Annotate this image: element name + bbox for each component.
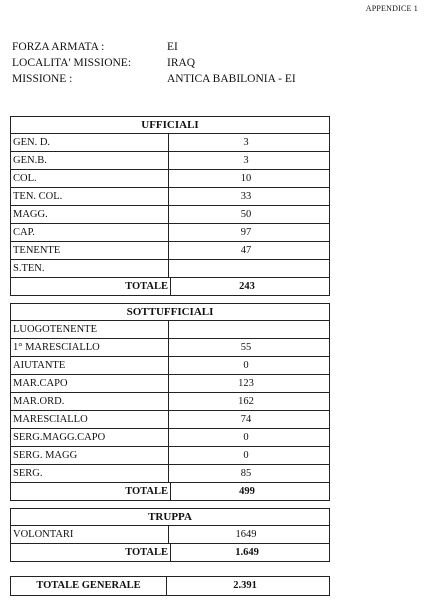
total-value: 499 (239, 486, 255, 497)
ufficiali-table (10, 116, 330, 296)
row-label: GEN. D. (11, 134, 169, 151)
row-label: SERG. (11, 465, 169, 482)
row-label: SERG. MAGG (11, 447, 169, 464)
total-value: 243 (239, 281, 255, 292)
table-row (11, 242, 329, 260)
table-row (11, 465, 329, 483)
table-title: TRUPPA (11, 509, 329, 526)
table-row (11, 526, 329, 544)
total-label: TOTALE (11, 483, 171, 500)
total-row (11, 544, 329, 561)
row-value: 33 (240, 191, 252, 202)
table-row (11, 339, 329, 357)
grand-total-label: TOTALE GENERALE (11, 577, 167, 595)
mission-info (12, 39, 296, 87)
table-row (11, 152, 329, 170)
grand-total-row (10, 576, 330, 596)
table-row (11, 134, 329, 152)
row-value: 0 (243, 360, 249, 371)
info-row-forza-armata (12, 39, 296, 55)
table-row (11, 170, 329, 188)
info-value: ANTICA BABILONIA - EI (167, 73, 296, 85)
row-value: 85 (240, 468, 252, 479)
row-value: 10 (240, 173, 252, 184)
info-row-localita (12, 55, 296, 71)
table-row (11, 393, 329, 411)
row-label: TEN. COL. (11, 188, 169, 205)
row-label: MAR.CAPO (11, 375, 169, 392)
table-row (11, 447, 329, 465)
table-row (11, 411, 329, 429)
row-value: 74 (240, 414, 252, 425)
row-label: CAP. (11, 224, 169, 241)
appendix-label: APPENDICE 1 (365, 4, 418, 13)
sottufficiali-table (10, 303, 330, 501)
total-value: 1.649 (235, 547, 259, 558)
row-value: 0 (243, 450, 249, 461)
table-row (11, 260, 329, 278)
row-value: 3 (243, 137, 249, 148)
info-row-missione (12, 71, 296, 87)
row-label: MAGG. (11, 206, 169, 223)
row-label: MARESCIALLO (11, 411, 169, 428)
row-label: AIUTANTE (11, 357, 169, 374)
table-title: UFFICIALI (11, 117, 329, 134)
row-value: 3 (243, 155, 249, 166)
total-row (11, 278, 329, 295)
row-value (169, 321, 329, 338)
row-value: 0 (243, 432, 249, 443)
info-label: MISSIONE : (12, 73, 73, 85)
row-value: 97 (240, 227, 252, 238)
row-value: 123 (238, 378, 254, 389)
table-title: SOTTUFFICIALI (11, 304, 329, 321)
total-label: TOTALE (11, 544, 171, 561)
row-value (169, 260, 329, 277)
table-row (11, 224, 329, 242)
total-label: TOTALE (11, 278, 171, 295)
grand-total-value: 2.391 (233, 580, 257, 591)
table-row (11, 429, 329, 447)
row-label: SERG.MAGG.CAPO (11, 429, 169, 446)
row-label: GEN.B. (11, 152, 169, 169)
info-value: EI (167, 41, 178, 53)
row-value: 55 (240, 342, 252, 353)
info-label: FORZA ARMATA : (12, 41, 105, 53)
row-value: 1649 (235, 529, 257, 540)
row-value: 50 (240, 209, 252, 220)
table-row (11, 206, 329, 224)
table-row (11, 321, 329, 339)
info-value: IRAQ (167, 57, 196, 69)
table-row (11, 375, 329, 393)
row-value: 47 (240, 245, 252, 256)
table-row (11, 188, 329, 206)
info-label: LOCALITA' MISSIONE: (12, 57, 132, 69)
row-label: MAR.ORD. (11, 393, 169, 410)
row-label: S.TEN. (11, 260, 169, 277)
row-value: 162 (238, 396, 254, 407)
truppa-table (10, 508, 330, 562)
row-label: COL. (11, 170, 169, 187)
row-label: TENENTE (11, 242, 169, 259)
table-row (11, 357, 329, 375)
row-label: 1° MARESCIALLO (11, 339, 169, 356)
total-row (11, 483, 329, 500)
row-label: LUOGOTENENTE (11, 321, 169, 338)
row-label: VOLONTARI (11, 526, 169, 543)
